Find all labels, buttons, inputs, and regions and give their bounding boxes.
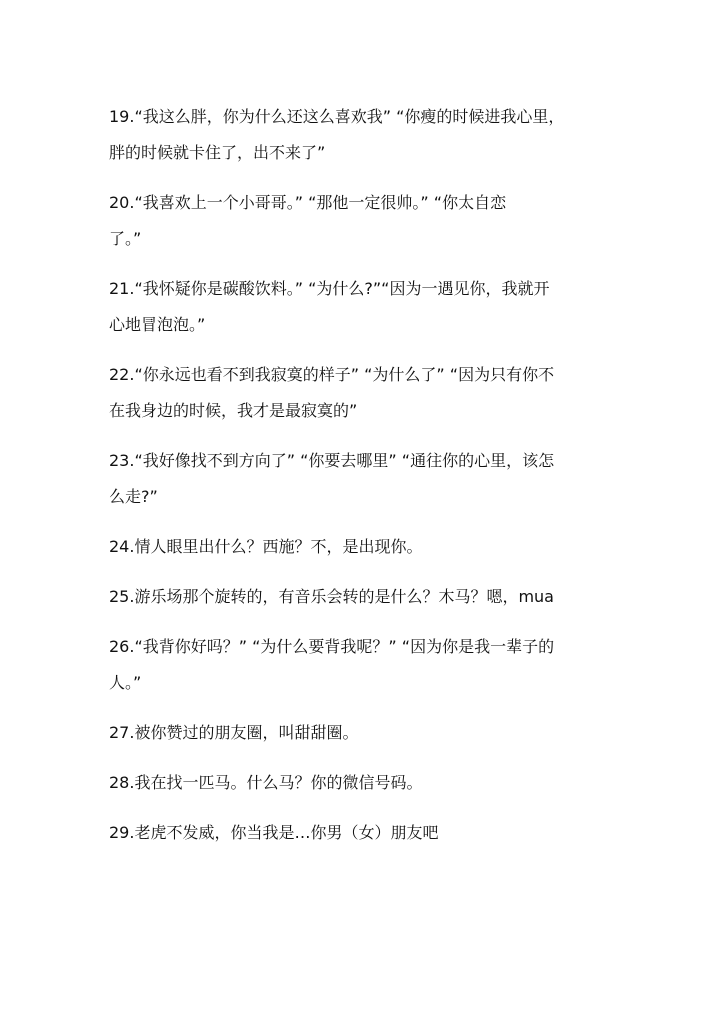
text-line: 胖的时候就卡住了，出不来了” [109,143,326,162]
text-line: 19.“我这么胖，你为什么还这么喜欢我” “你瘦的时候进我心里， [109,107,565,126]
document-body [109,103,619,869]
text-line: 25.游乐场那个旋转的，有音乐会转的是什么？木马？嗯，mua [109,587,554,606]
text-line: 21.“我怀疑你是碳酸饮料。” “为什么?”“因为一遇见你，我就开 [109,279,550,298]
list-item [109,769,619,797]
list-item [109,583,619,611]
list-item [109,103,619,167]
text-line: 人。” [109,673,142,692]
text-line: 20.“我喜欢上一个小哥哥。” “那他一定很帅。” “你太自恋 [109,193,507,212]
list-item [109,533,619,561]
list-item [109,447,619,511]
list-item [109,189,619,253]
text-line: 22.“你永远也看不到我寂寞的样子” “为什么了” “因为只有你不 [109,365,555,384]
list-item [109,719,619,747]
text-line: 23.“我好像找不到方向了” “你要去哪里” “通往你的心里，该怎 [109,451,555,470]
text-line: 了。” [109,229,142,248]
text-line: 24.情人眼里出什么？西施？不，是出现你。 [109,537,423,556]
list-item [109,819,619,847]
text-line: 29.老虎不发威，你当我是…你男（女）朋友吧 [109,823,439,842]
text-line: 26.“我背你好吗？” “为什么要背我呢？” “因为你是我一辈子的 [109,637,555,656]
list-item [109,275,619,339]
text-line: 么走?” [109,487,158,506]
list-item [109,361,619,425]
text-line: 心地冒泡泡。” [109,315,206,334]
text-line: 在我身边的时候，我才是最寂寞的” [109,401,358,420]
text-line: 27.被你赞过的朋友圈，叫甜甜圈。 [109,723,359,742]
list-item [109,633,619,697]
text-line: 28.我在找一匹马。什么马？你的微信号码。 [109,773,423,792]
